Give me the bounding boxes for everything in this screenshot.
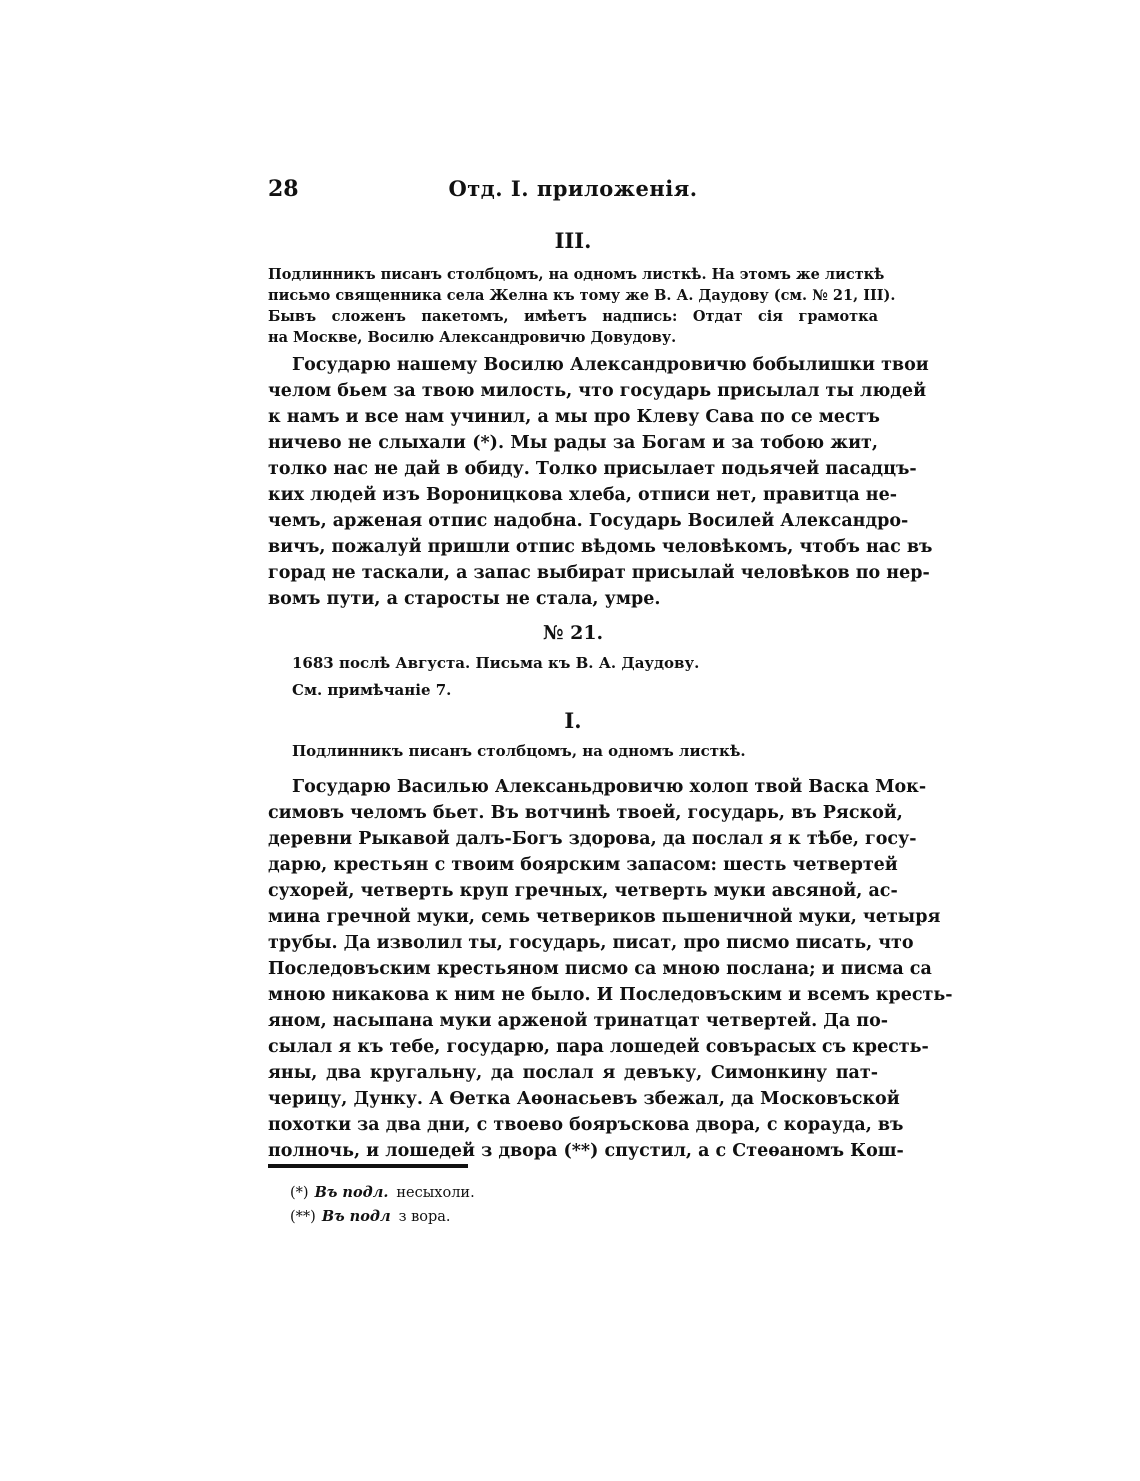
text-line: к намъ и все нам учинил, а мы про Клеву Сава по се местъ (268, 407, 880, 427)
document-date-line: 1683 послѣ Августа. Письма къ В. А. Даудову. (292, 654, 700, 672)
text-line: вичъ, пожалуй пришли отпис вѣдомь человѣкомъ, чтобъ нас въ (268, 537, 933, 557)
text-line: Государю нашему Восилю Александровичю бобылишки твои (292, 355, 929, 375)
original-note: Подлинникъ писанъ столбцомъ, на одномъ листкѣ. (292, 742, 746, 760)
note-line: на Москве, Восилю Александровичю Довудову. (268, 329, 677, 346)
running-title: Отд. I. приложенія. (448, 176, 698, 201)
footnote-2 (290, 1208, 451, 1225)
document-number: № 21. (542, 622, 604, 644)
text-line: похотки за два дни, с твоево бояръскова двора, с корауда, въ (268, 1115, 904, 1135)
text-line: черицу, Дунку. А Ѳетка Аѳонасьевъ збежал, да Московъской (268, 1089, 900, 1109)
subsection-heading-one: I. (564, 708, 582, 733)
text-line: яны, два кругальну, да послал я девъку, Симонкину пат- (268, 1063, 878, 1083)
note-line: Бывъ сложенъ пакетомъ, имѣетъ надпись: Отдат сія грамотка (268, 308, 878, 325)
footnote-1 (290, 1184, 475, 1201)
text-line: деревни Рыкавой далъ-Богъ здорова, да послал я к тѣбе, госу- (268, 829, 917, 849)
text-line: ких людей изъ Вороницкова хлеба, отписи нет, правитца не- (268, 485, 897, 505)
page-number: 28 (268, 176, 299, 202)
text-line: толко нас не дай в обиду. Толко присылает подьячей пасадцъ- (268, 459, 917, 479)
letter-text-one (268, 774, 953, 1164)
text-line: Последовъским крестьяном писмо са мною послана; и писма са (268, 959, 932, 979)
text-line: яном, насыпана муки арженой тринатцат четвертей. Да по- (268, 1011, 889, 1031)
section-heading-three: III. (554, 228, 592, 253)
text-line: горад не таскали, а запас выбират присылай человѣков по нер- (268, 563, 930, 583)
text-line: мина гречной муки, семь четвериков пьшеничной муки, четыря (268, 907, 941, 927)
footnote-text: несыхоли. (396, 1185, 475, 1201)
text-line: ничево не слыхали (*). Мы рады за Богам и за тобою жит, (268, 433, 878, 453)
editorial-note (268, 264, 896, 348)
footnote-text: з вора. (398, 1209, 451, 1225)
running-head (268, 176, 878, 206)
text-line: сухорей, четверть круп гречных, четверть муки авсяной, ас- (268, 881, 898, 901)
text-line: дарю, крестьян с твоим боярским запасом: шесть четвертей (268, 855, 898, 875)
text-line: вомъ пути, а старосты не стала, умре. (268, 589, 661, 609)
letter-text-three (268, 352, 933, 612)
footnote-mark: (*) (290, 1185, 309, 1201)
text-line: чемъ, арженая отпис надобна. Государь Восилей Александро- (268, 511, 909, 531)
text-line: сылал я къ тебе, государю, пара лошедей совърасых съ кресть- (268, 1037, 929, 1057)
text-line: полночь, и лошедей з двора (**) спустил, а с Стеѳаномъ Кош- (268, 1141, 904, 1161)
footnote-divider (268, 1164, 468, 1168)
text-line: челом бьем за твою милость, что государь присылал ты людей (268, 381, 927, 401)
note-line: письмо священника села Желна къ тому же В. А. Даудову (см. № 21, III). (268, 287, 896, 304)
footnote-abbreviation: Въ подл (321, 1208, 391, 1225)
text-line: мною никакова к ним не было. И Последовъским и всемъ кресть- (268, 985, 953, 1005)
text-line: трубы. Да изволил ты, государь, писат, про писмо писать, что (268, 933, 914, 953)
note-line: Подлинникъ писанъ столбцомъ, на одномъ листкѣ. На этомъ же листкѣ (268, 266, 885, 283)
footnote-abbreviation: Въ подл. (314, 1184, 389, 1201)
see-note-line: См. примѣчаніе 7. (292, 681, 452, 699)
footnote-mark: (**) (290, 1209, 316, 1225)
text-line: Государю Василью Алексаньдровичю холоп твой Васка Мок- (292, 777, 927, 797)
text-line: симовъ челомъ бьет. Въ вотчинѣ твоей, государь, въ Ряской, (268, 803, 903, 823)
